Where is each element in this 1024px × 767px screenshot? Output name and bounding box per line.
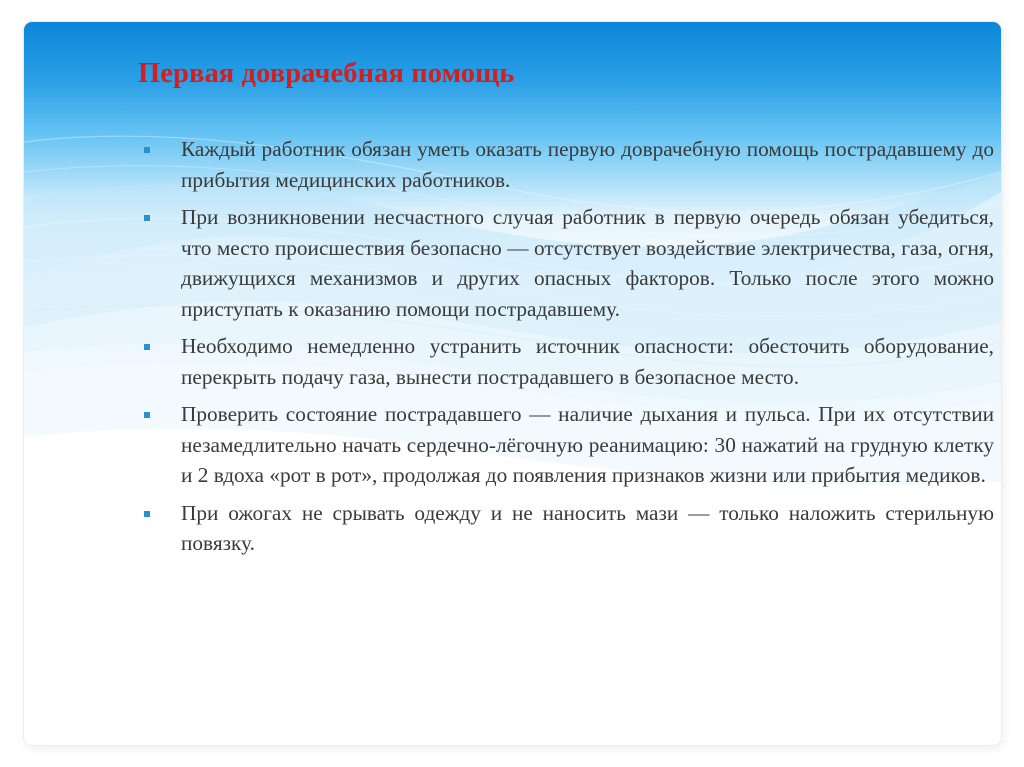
bullet-square-icon bbox=[144, 215, 150, 221]
bullet-square-icon bbox=[144, 147, 150, 153]
slide-title: Первая доврачебная помощь bbox=[138, 58, 515, 89]
slide bbox=[24, 22, 1001, 745]
bullet-square-icon bbox=[144, 344, 150, 350]
list-item bbox=[138, 134, 994, 195]
list-item bbox=[138, 399, 994, 491]
bullet-list bbox=[138, 134, 994, 566]
bullet-square-icon bbox=[144, 511, 150, 517]
list-item bbox=[138, 202, 994, 324]
list-item-text: Проверить состояние пострадавшего — наличие дыхания и пульса. При их отсутствии незамедлительно начать сердечно-лёгочную реанимацию: 30 нажатий на грудную клетку и 2 вдоха «рот в рот», продолжая до появления признаков жизни или прибытия медиков. bbox=[181, 402, 994, 487]
list-item-text: Необходимо немедленно устранить источник опасности: обесточить оборудование, перекрыть подачу газа, вынести пострадавшего в безопасное место. bbox=[181, 334, 994, 389]
list-item-text: При возникновении несчастного случая работник в первую очередь обязан убедиться, что место происшествия безопасно — отсутствует воздействие электричества, газа, огня, движущихся механизмов и других опасных факторов. Только после этого можно приступать к оказанию помощи пострадавшему. bbox=[181, 205, 994, 321]
list-item bbox=[138, 498, 994, 559]
bullet-square-icon bbox=[144, 412, 150, 418]
list-item-text: При ожогах не срывать одежду и не наносить мази — только наложить стерильную повязку. bbox=[181, 500, 994, 555]
list-item bbox=[138, 331, 994, 392]
list-item-text: Каждый работник обязан уметь оказать первую доврачебную помощь пострадавшему до прибытия медицинских работников. bbox=[181, 137, 994, 192]
